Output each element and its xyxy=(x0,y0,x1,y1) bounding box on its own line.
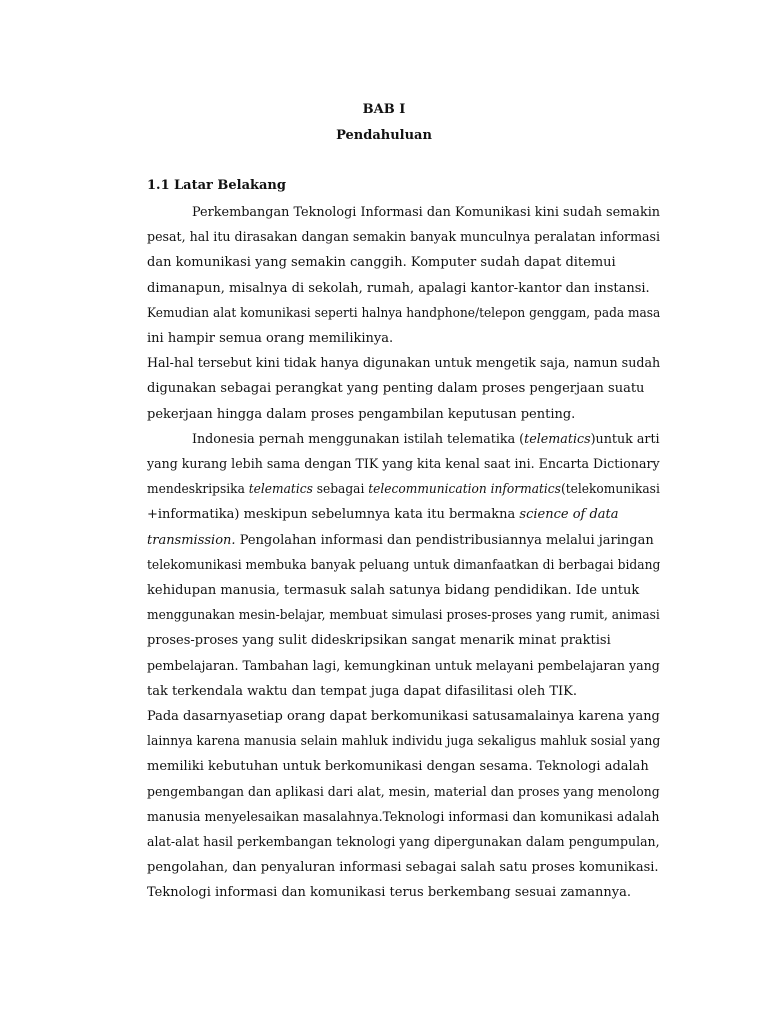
italic-term: telecommunication informatics xyxy=(368,482,561,497)
text-segment: )untuk arti xyxy=(590,432,660,447)
text-segment: Indonesia pernah menggunakan istilah telematika ( xyxy=(192,432,525,447)
text-line xyxy=(147,809,660,827)
text-segment: Kemudian alat komunikasi seperti halnya handphone/telepon genggam, pada masa xyxy=(147,306,661,321)
text-line xyxy=(147,884,631,902)
text-segment: tak terkendala waktu dan tempat juga dapat difasilitasi oleh TIK. xyxy=(147,684,577,699)
text-segment: Pada dasarnyasetiap orang dapat berkomunikasi satusamalainya karena yang xyxy=(147,709,660,724)
text-segment: dan komunikasi yang semakin canggih. Komputer sudah dapat ditemui xyxy=(147,255,616,270)
section-title: Latar Belakang xyxy=(174,178,286,193)
text-segment: digunakan sebagai perangkat yang penting dalam proses pengerjaan suatu xyxy=(147,381,645,396)
text-segment: Pengolahan informasi dan pendistribusiannya melalui jaringan xyxy=(235,533,654,548)
text-segment: pesat, hal itu dirasakan dangan semakin banyak munculnya peralatan informasi xyxy=(147,230,661,245)
text-segment: telekomunikasi membuka banyak peluang untuk dimanfaatkan di berbagai bidang xyxy=(147,558,661,573)
text-segment: memiliki kebutuhan untuk berkomunikasi dengan sesama. Teknologi adalah xyxy=(147,759,649,774)
text-line xyxy=(147,481,660,499)
chapter-title: Pendahuluan xyxy=(336,128,432,143)
text-line xyxy=(147,330,393,348)
text-line xyxy=(147,254,616,272)
text-line xyxy=(192,204,660,222)
text-line xyxy=(147,658,660,676)
text-segment: alat-alat hasil perkembangan teknologi yang dipergunakan dalam pengumpulan, xyxy=(147,835,660,850)
text-line xyxy=(147,708,660,726)
text-line xyxy=(147,834,660,852)
text-segment: ini hampir semua orang memilikinya. xyxy=(147,331,394,346)
text-segment: Teknologi informasi dan komunikasi terus berkembang sesuai zamannya. xyxy=(147,885,631,900)
text-line xyxy=(147,380,644,398)
text-segment: sebagai xyxy=(312,482,369,497)
text-line xyxy=(147,280,650,298)
text-line xyxy=(147,532,654,550)
text-segment: pengembangan dan aplikasi dari alat, mesin, material dan proses yang menolong xyxy=(147,785,660,800)
text-line xyxy=(147,506,619,524)
section-number: 1.1 xyxy=(147,178,170,193)
text-segment: Hal-hal tersebut kini tidak hanya digunakan untuk mengetik saja, namun sudah xyxy=(147,356,661,371)
italic-term: transmission. xyxy=(147,533,236,548)
text-line xyxy=(147,305,660,323)
text-segment: pekerjaan hingga dalam proses pengambilan keputusan penting. xyxy=(147,407,576,422)
text-line xyxy=(147,406,575,424)
text-line xyxy=(147,229,660,247)
text-segment: +informatika) meskipun sebelumnya kata itu bermakna xyxy=(147,507,520,522)
text-segment: mendeskripsika xyxy=(147,482,249,497)
text-line xyxy=(147,784,660,802)
italic-term: science of data xyxy=(519,507,619,522)
text-segment: dimanapun, misalnya di sekolah, rumah, apalagi kantor-kantor dan instansi. xyxy=(147,281,650,296)
text-line xyxy=(147,456,660,474)
text-line xyxy=(147,733,660,751)
section-heading xyxy=(147,178,286,193)
text-segment: pengolahan, dan penyaluran informasi sebagai salah satu proses komunikasi. xyxy=(147,860,659,875)
text-segment: proses-proses yang sulit dideskripsikan sangat menarik minat praktisi xyxy=(147,633,611,648)
italic-term: telematics xyxy=(524,432,591,447)
text-line xyxy=(147,632,611,650)
text-line xyxy=(147,557,660,575)
text-segment: kehidupan manusia, termasuk salah satunya bidang pendidikan. Ide untuk xyxy=(147,583,640,598)
text-line xyxy=(147,582,639,600)
text-segment: (telekomunikasi xyxy=(560,482,660,497)
text-segment: pembelajaran. Tambahan lagi, kemungkinan untuk melayani pembelajaran yang xyxy=(147,659,660,674)
text-line xyxy=(147,607,660,625)
text-line xyxy=(147,355,660,373)
text-line xyxy=(147,859,659,877)
text-segment: menggunakan mesin-belajar, membuat simulasi proses-proses yang rumit, animasi xyxy=(147,608,660,623)
text-segment: yang kurang lebih sama dengan TIK yang kita kenal saat ini. Encarta Dictionary xyxy=(147,457,660,472)
chapter-number: BAB I xyxy=(362,102,406,117)
text-line xyxy=(147,683,577,701)
text-segment: Perkembangan Teknologi Informasi dan Komunikasi kini sudah semakin xyxy=(192,205,661,220)
text-segment: manusia menyelesaikan masalahnya.Teknologi informasi dan komunikasi adalah xyxy=(147,810,660,825)
italic-term: telematics xyxy=(248,482,313,497)
text-segment: lainnya karena manusia selain mahluk individu juga sekaligus mahluk sosial yang xyxy=(147,734,661,749)
text-line xyxy=(147,758,649,776)
text-line xyxy=(192,431,660,449)
